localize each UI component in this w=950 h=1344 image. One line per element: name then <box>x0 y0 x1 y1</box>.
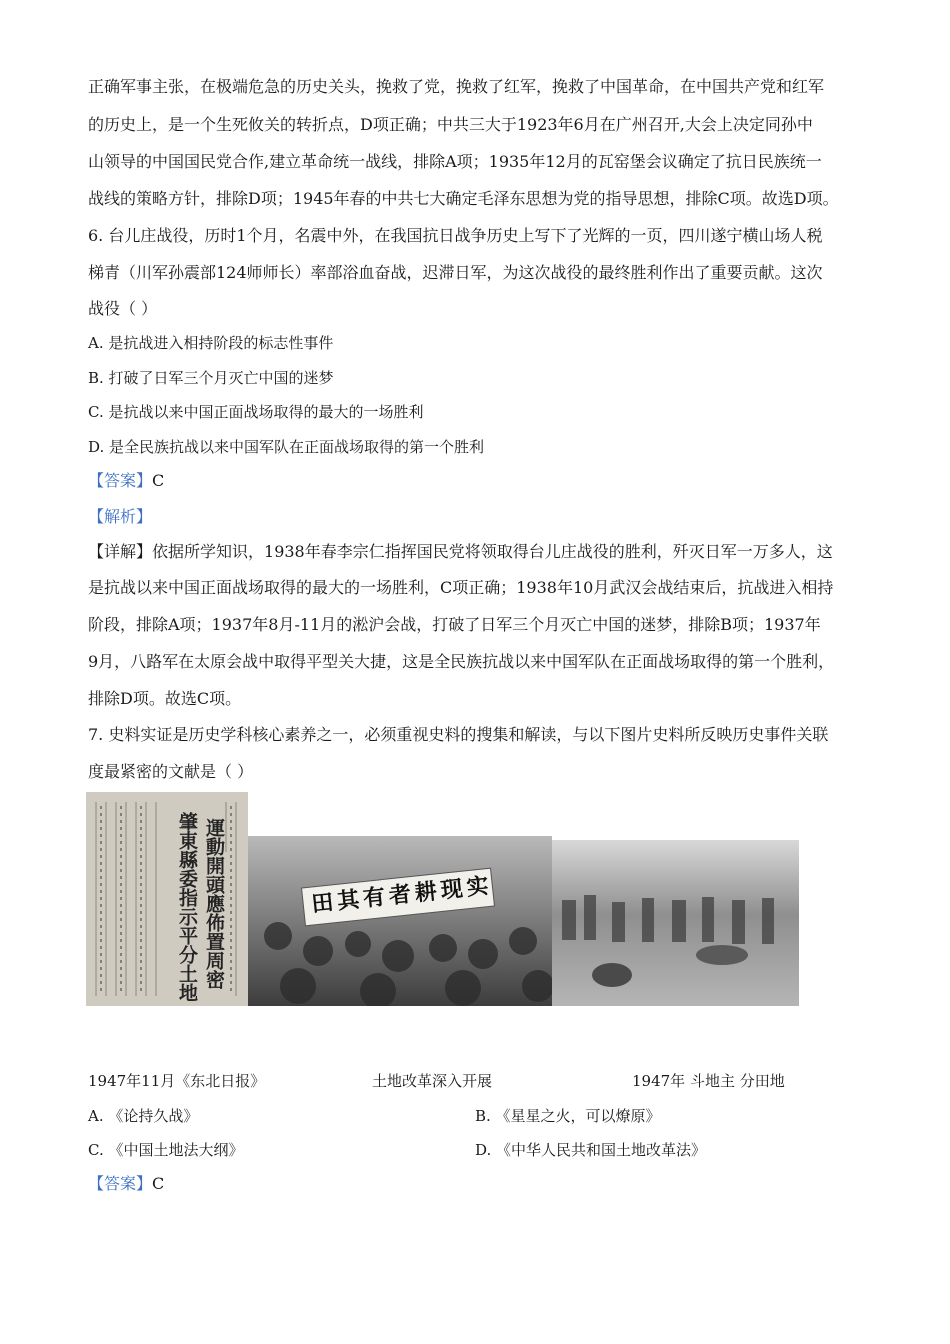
question-6-option-c: C. 是抗战以来中国正面战场取得的最大的一场胜利 <box>88 403 424 421</box>
explanation-line: 的历史上，是一个生死攸关的转折点，D项正确；中共三大于1923年6月在广州召开,大会上决定同孙中 <box>88 115 813 134</box>
answer-label: 【答案】 <box>88 1174 153 1193</box>
photo-caption-2: 土地改革深入开展 <box>372 1072 493 1090</box>
newspaper-headline: 肇東縣委指示平分土地 <box>176 812 198 1002</box>
explanation-line: 战线的策略方针，排除D项；1945年春的中共七大确定毛泽东思想为党的指导思想，排除C项。故选D项。 <box>88 189 839 208</box>
explanation-line: 山领导的中国国民党合作,建立革命统一战线，排除A项；1935年12月的瓦窑堡会议确定了抗日民族统一 <box>88 152 822 171</box>
village-meeting-photo <box>552 840 799 1006</box>
answer-value: C <box>152 1174 165 1193</box>
detail-line: 依据所学知识，1938年春李宗仁指挥国民党将领取得台儿庄战役的胜利，歼灭日军一万多人，这 <box>152 542 833 561</box>
question-6-stem: 6. 台儿庄战役，历时1个月，名震中外，在我国抗日战争历史上写下了光辉的一页，四川遂宁横山场人税 <box>88 226 823 245</box>
question-6-stem: 战役（ ） <box>88 299 158 318</box>
question-7-option-d: D. 《中华人民共和国土地改革法》 <box>475 1141 707 1159</box>
question-7-option-c: C. 《中国土地法大纲》 <box>88 1141 244 1159</box>
village-crowd-icon <box>552 840 799 1006</box>
question-6-stem: 梯青（川军孙震部124师师长）率部浴血奋战，迟滞日军，为这次战役的最终胜利作出了重要贡献。这次 <box>88 263 823 282</box>
question-6-detail-line: 9月，八路军在太原会战中取得平型关大捷，这是全民族抗战以来中国军队在正面战场取得的第一个胜利， <box>88 652 835 671</box>
question-6-option-a: A. 是抗战进入相持阶段的标志性事件 <box>88 334 334 352</box>
question-6-detail-line: 排除D项。故选C项。 <box>88 689 242 708</box>
analysis-label: 【解析】 <box>88 507 153 526</box>
question-6-analysis <box>88 507 152 527</box>
answer-value: C <box>152 471 165 490</box>
detail-label: 【详解】 <box>88 542 153 561</box>
question-6-answer <box>88 471 164 491</box>
crowd-icon <box>248 836 552 1006</box>
question-6-option-b: B. 打破了日军三个月灭亡中国的迷梦 <box>88 369 334 387</box>
newspaper-headline: 運動開頭應佈置周密 <box>203 818 225 989</box>
crowd-banner-photo <box>248 836 552 1006</box>
question-7-stem: 度最紧密的文献是（ ） <box>88 762 254 781</box>
newspaper-photo <box>86 792 248 1006</box>
question-6-detail-line: 阶段，排除A项；1937年8月-11月的淞沪会战，打破了日军三个月灭亡中国的迷梦，排除B项；1937年 <box>88 615 821 634</box>
question-7-stem: 7. 史料实证是历史学科核心素养之一，必须重视史料的搜集和解读，与以下图片史料所反映历史事件关联 <box>88 725 829 744</box>
photo-caption-1: 1947年11月《东北日报》 <box>88 1072 266 1090</box>
question-7-option-a: A. 《论持久战》 <box>88 1107 199 1125</box>
photo-caption-3: 1947年 斗地主 分田地 <box>632 1072 785 1090</box>
question-6-option-d: D. 是全民族抗战以来中国军队在正面战场取得的第一个胜利 <box>88 438 485 456</box>
question-6-detail-line: 是抗战以来中国正面战场取得的最大的一场胜利，C项正确；1938年10月武汉会战结束后，抗战进入相持 <box>88 578 834 597</box>
question-7-option-b: B. 《星星之火，可以燎原》 <box>475 1107 661 1125</box>
explanation-line: 正确军事主张，在极端危急的历史关头，挽救了党，挽救了红军，挽救了中国革命，在中国共产党和红军 <box>88 77 825 96</box>
answer-label: 【答案】 <box>88 471 153 490</box>
banner-text: 实现耕者有其田 <box>310 872 494 918</box>
question-7-answer <box>88 1174 164 1194</box>
question-6-detail <box>88 542 833 562</box>
